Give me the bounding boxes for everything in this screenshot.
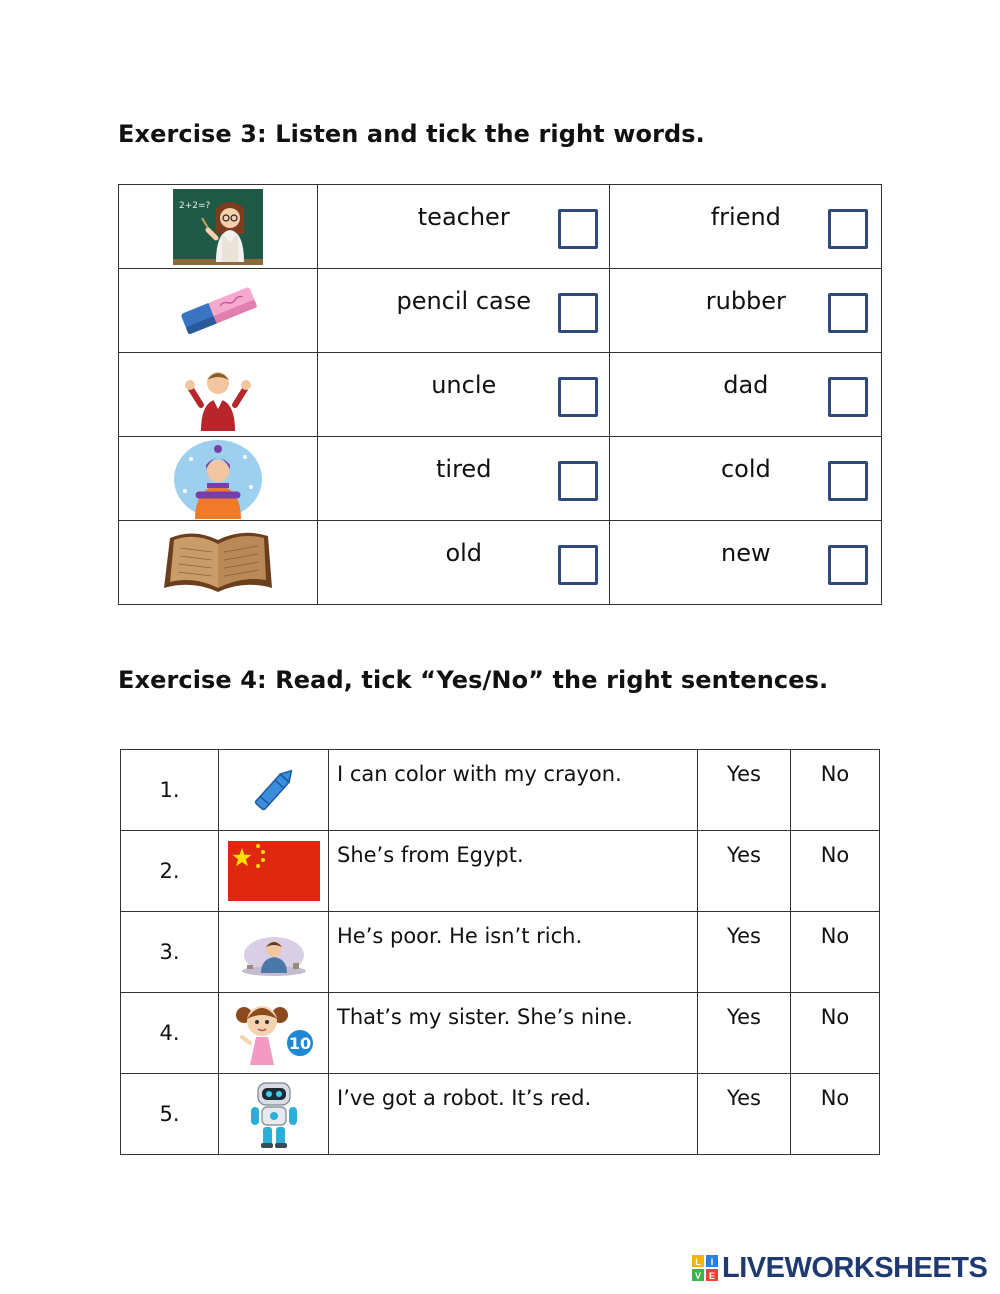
- exercise-4-table: [120, 749, 880, 1155]
- option-word: rubber: [705, 287, 786, 315]
- option-word: teacher: [417, 203, 510, 231]
- option-word: friend: [710, 203, 781, 231]
- option-cell: [317, 353, 609, 437]
- option-checkbox[interactable]: [558, 377, 598, 417]
- table-row: [119, 185, 882, 269]
- picture-cell: [219, 1074, 329, 1155]
- no-option[interactable]: No: [791, 831, 880, 912]
- option-cell: [317, 269, 609, 353]
- brand-name: LIVEWORKSHEETS: [722, 1251, 988, 1284]
- girl-ten-icon: [230, 999, 318, 1067]
- table-row: [121, 912, 880, 993]
- cold-person-icon: [173, 439, 263, 519]
- option-word: new: [721, 539, 771, 567]
- picture-cell: [219, 750, 329, 831]
- option-cell: [317, 521, 609, 605]
- option-checkbox[interactable]: [828, 545, 868, 585]
- sentence-text: He’s poor. He isn’t rich.: [329, 912, 698, 993]
- option-checkbox[interactable]: [828, 377, 868, 417]
- table-row: [119, 437, 882, 521]
- item-number: 3.: [121, 912, 219, 993]
- option-word: cold: [720, 455, 771, 483]
- liveworksheets-logo-icon: [692, 1255, 718, 1281]
- teacher-icon: [172, 188, 264, 266]
- china-flag-icon: [228, 841, 320, 901]
- yes-option[interactable]: Yes: [698, 1074, 791, 1155]
- no-option[interactable]: No: [791, 750, 880, 831]
- option-word: dad: [723, 371, 769, 399]
- picture-cell: [219, 912, 329, 993]
- picture-cell: [119, 185, 318, 269]
- option-cell: [317, 437, 609, 521]
- table-row: [119, 353, 882, 437]
- option-word: old: [445, 539, 483, 567]
- liveworksheets-logo: [692, 1250, 992, 1286]
- no-option[interactable]: No: [791, 1074, 880, 1155]
- no-option[interactable]: No: [791, 993, 880, 1074]
- picture-cell: [119, 353, 318, 437]
- crayon-icon: [244, 760, 304, 820]
- logo-letter: E: [708, 1271, 716, 1281]
- logo-letter: V: [694, 1271, 702, 1281]
- old-book-icon: [160, 526, 276, 600]
- option-checkbox[interactable]: [558, 293, 598, 333]
- picture-cell: [119, 437, 318, 521]
- picture-cell: [219, 831, 329, 912]
- table-row: [119, 521, 882, 605]
- option-checkbox[interactable]: [828, 293, 868, 333]
- picture-cell: [119, 521, 318, 605]
- exercise-3-table: [118, 184, 882, 605]
- sentence-text: I’ve got a robot. It’s red.: [329, 1074, 698, 1155]
- option-cell: [609, 269, 881, 353]
- picture-cell: [219, 993, 329, 1074]
- option-cell: [317, 185, 609, 269]
- robot-icon: [248, 1079, 300, 1149]
- option-cell: [609, 437, 881, 521]
- no-option[interactable]: No: [791, 912, 880, 993]
- yes-option[interactable]: Yes: [698, 912, 791, 993]
- eraser-icon: [172, 280, 264, 342]
- item-number: 5.: [121, 1074, 219, 1155]
- yes-option[interactable]: Yes: [698, 831, 791, 912]
- option-checkbox[interactable]: [558, 545, 598, 585]
- item-number: 1.: [121, 750, 219, 831]
- table-row: [121, 993, 880, 1074]
- option-word: tired: [436, 455, 492, 483]
- picture-cell: [119, 269, 318, 353]
- option-cell: [609, 521, 881, 605]
- exercise-4-title: Exercise 4: Read, tick “Yes/No” the right sentences.: [118, 666, 829, 694]
- option-checkbox[interactable]: [558, 209, 598, 249]
- option-checkbox[interactable]: [828, 461, 868, 501]
- yes-option[interactable]: Yes: [698, 993, 791, 1074]
- table-row: [119, 269, 882, 353]
- option-cell: [609, 185, 881, 269]
- option-cell: [609, 353, 881, 437]
- option-word: uncle: [431, 371, 497, 399]
- yes-option[interactable]: Yes: [698, 750, 791, 831]
- table-row: [121, 831, 880, 912]
- logo-letter: L: [695, 1257, 701, 1267]
- sentence-text: I can color with my crayon.: [329, 750, 698, 831]
- item-number: 2.: [121, 831, 219, 912]
- item-number: 4.: [121, 993, 219, 1074]
- sentence-text: She’s from Egypt.: [329, 831, 698, 912]
- table-row: [121, 1074, 880, 1155]
- svg-text:2+2=?: 2+2=?: [178, 200, 211, 211]
- sentence-text: That’s my sister. She’s nine.: [329, 993, 698, 1074]
- table-row: [121, 750, 880, 831]
- option-checkbox[interactable]: [828, 209, 868, 249]
- badge-number: 10: [288, 1034, 311, 1053]
- option-checkbox[interactable]: [558, 461, 598, 501]
- man-waving-icon: [183, 359, 253, 431]
- poor-boy-icon: [239, 927, 309, 977]
- logo-letter: I: [710, 1257, 714, 1267]
- exercise-3-title: Exercise 3: Listen and tick the right words.: [118, 120, 705, 148]
- option-word: pencil case: [396, 287, 531, 315]
